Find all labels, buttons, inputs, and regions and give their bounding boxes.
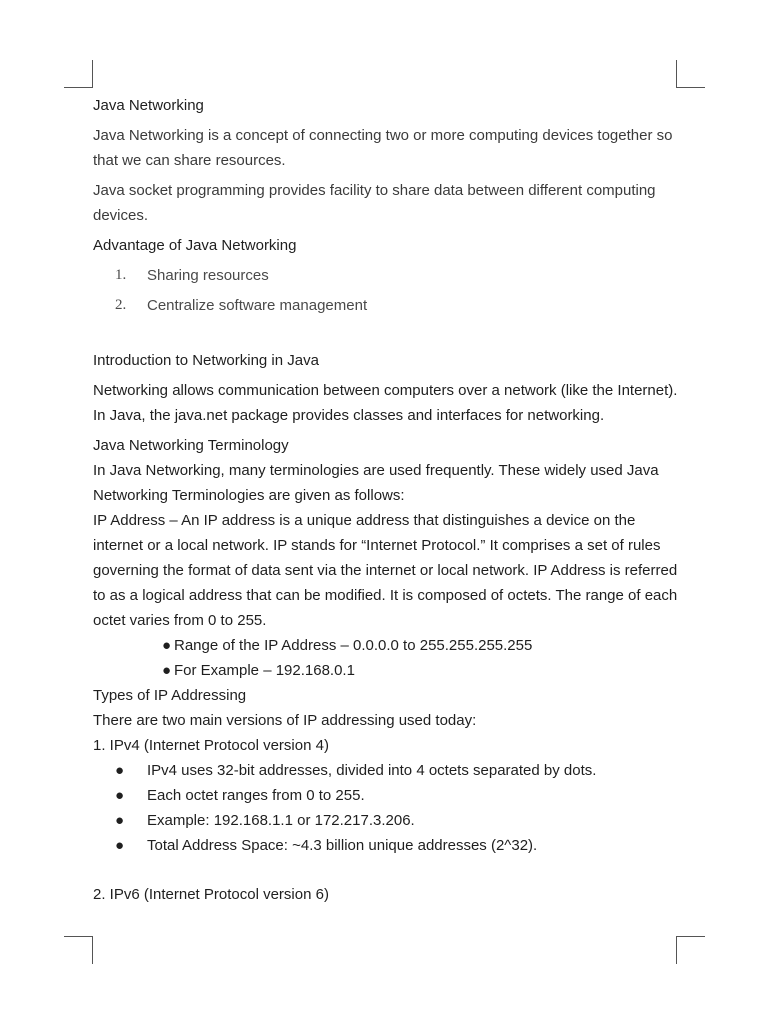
list-item-text: Each octet ranges from 0 to 255. [147, 787, 365, 804]
heading-ipv6: 2. IPv6 (Internet Protocol version 6) [93, 886, 329, 903]
heading-java-networking: Java Networking [93, 97, 204, 114]
document-page [93, 93, 683, 907]
list-item [93, 658, 683, 683]
list-item-text: IPv4 uses 32-bit addresses, divided into 4 octets separated by dots. [147, 762, 597, 779]
intro-paragraph-1: Java Networking is a concept of connecting two or more computing devices together so that we can share resources. [93, 127, 673, 169]
crop-mark-bottom-right-v [676, 936, 677, 964]
list-item-text: For Example – 192.168.0.1 [174, 662, 355, 679]
list-item-text: Range of the IP Address – 0.0.0.0 to 255.255.255.255 [174, 637, 533, 654]
list-item [93, 263, 683, 288]
heading-types-ip: Types of IP Addressing [93, 687, 247, 704]
bullet-icon: ● [115, 812, 125, 829]
bullet-icon: ● [115, 787, 125, 804]
list-item [93, 293, 683, 318]
heading-ipv4: 1. IPv4 (Internet Protocol version 4) [93, 737, 329, 754]
heading-terminology: Java Networking Terminology [93, 437, 289, 454]
types-paragraph: There are two main versions of IP addressing used today: [93, 712, 477, 729]
crop-mark-bottom-left-h [64, 936, 93, 937]
ip-address-paragraph: IP Address – An IP address is a unique address that distinguishes a device on the internet or a local network. IP stands for “Internet Protocol.” It comprises a set of rules governing the format of data sent via the internet or local network. IP Address is referred to as a logical address that can be modified. It is composed of octets. The range of each octet varies from 0 to 255. [93, 512, 678, 629]
terminology-paragraph: In Java Networking, many terminologies are used frequently. These widely used Java Networking Terminologies are given as follows: [93, 462, 659, 504]
list-item-text: Centralize software management [147, 297, 368, 314]
list-item [93, 833, 683, 858]
heading-introduction-networking: Introduction to Networking in Java [93, 352, 319, 369]
list-item [93, 758, 683, 783]
bullet-icon: ● [115, 837, 125, 854]
crop-mark-top-right-v [676, 60, 677, 88]
intro2-paragraph: Networking allows communication between computers over a network (like the Internet). In Java, the java.net package provides classes and interfaces for networking. [93, 382, 678, 424]
list-number: 2. [115, 297, 127, 313]
crop-mark-top-right-h [676, 87, 705, 88]
list-item-text: Total Address Space: ~4.3 billion unique addresses (2^32). [147, 837, 538, 854]
list-item [93, 633, 683, 658]
bullet-icon: ● [115, 762, 125, 779]
crop-mark-bottom-right-h [676, 936, 705, 937]
bullet-icon: ● [162, 662, 172, 679]
crop-mark-bottom-left-v [92, 936, 93, 964]
crop-mark-top-left-h [64, 87, 93, 88]
bullet-icon: ● [162, 637, 172, 654]
list-item [93, 808, 683, 833]
list-item-text: Sharing resources [147, 267, 269, 284]
crop-mark-top-left-v [92, 60, 93, 88]
intro-paragraph-2: Java socket programming provides facility to share data between different computing devices. [93, 182, 656, 224]
list-item-text: Example: 192.168.1.1 or 172.217.3.206. [147, 812, 415, 829]
list-number: 1. [115, 267, 127, 283]
list-item [93, 783, 683, 808]
heading-advantages: Advantage of Java Networking [93, 237, 297, 254]
